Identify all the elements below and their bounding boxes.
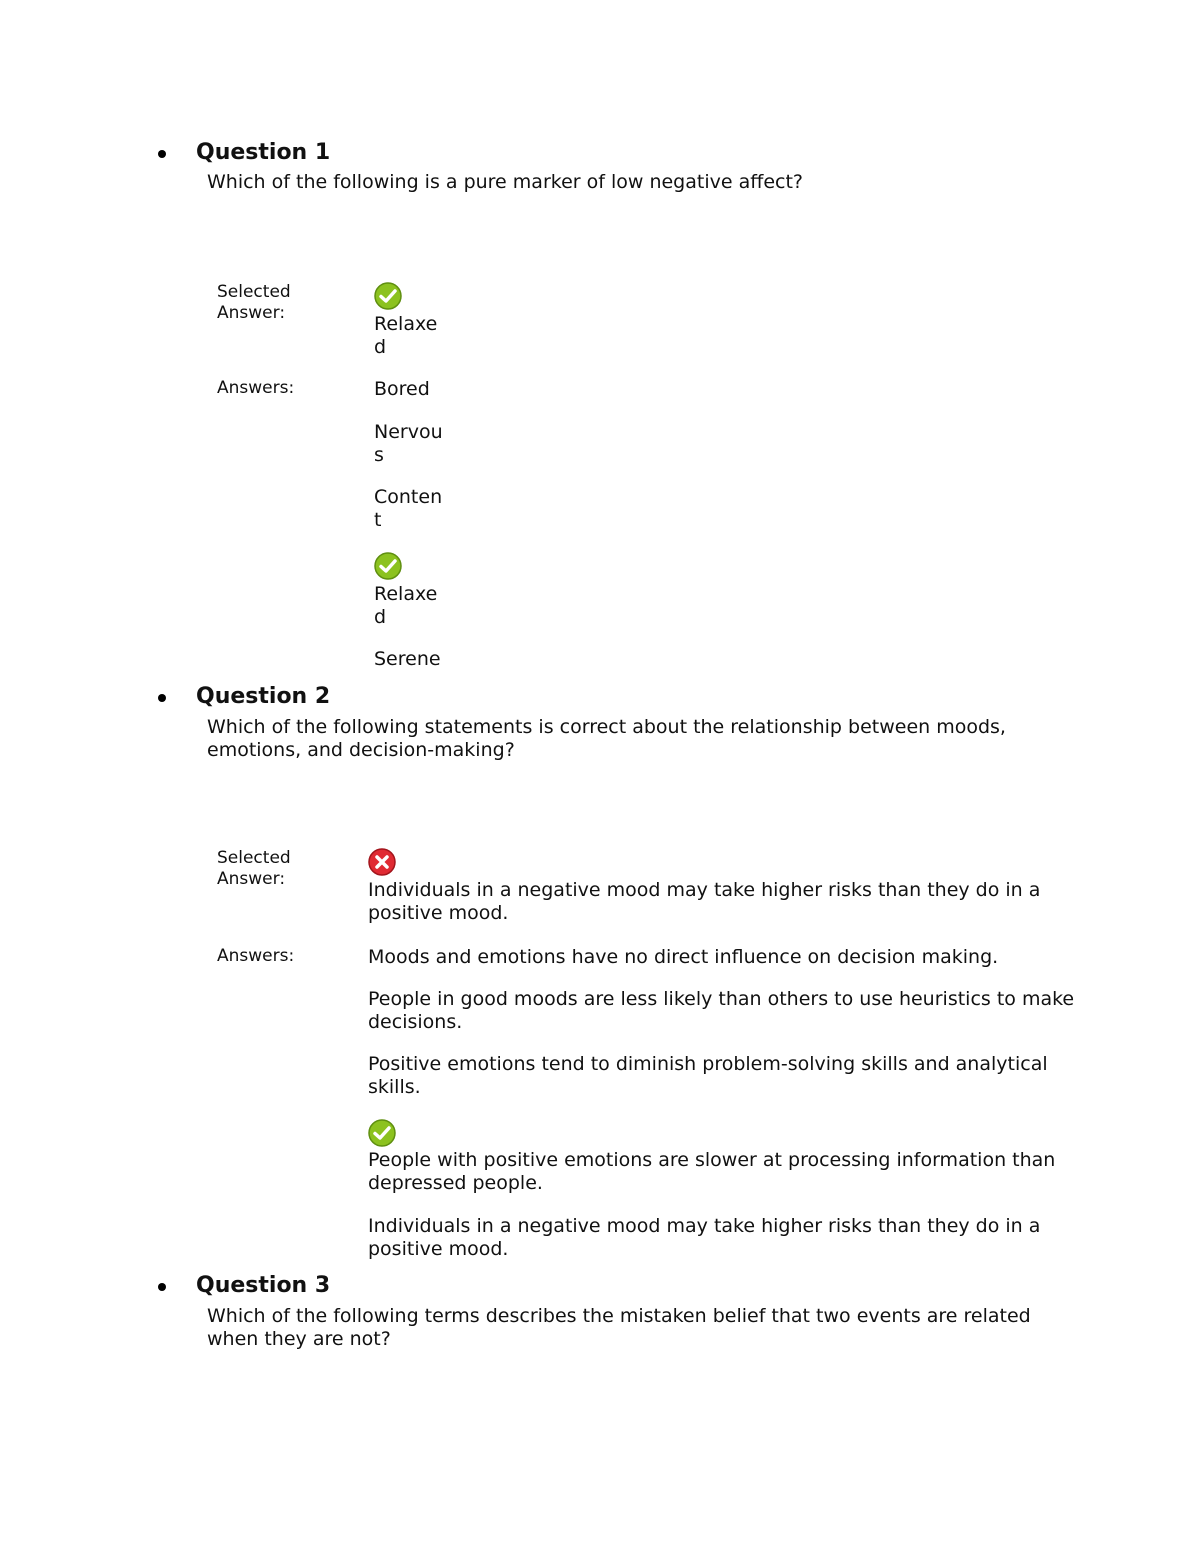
question-title: Question 3 xyxy=(196,1273,331,1298)
bullet xyxy=(158,1283,166,1291)
bullet xyxy=(158,150,166,158)
selected-answer: Relaxed xyxy=(374,313,438,358)
question-title: Question 1 xyxy=(196,140,331,165)
question-text: Which of the following statements is correct about the relationship between moods, emotions, and decision-making? xyxy=(207,716,1006,761)
check-circle-icon xyxy=(374,552,402,580)
selected-answer: Individuals in a negative mood may take higher risks than they do in a positive mood. xyxy=(368,879,1041,924)
bullet xyxy=(158,694,166,702)
x-circle-icon xyxy=(368,848,396,876)
answer-option: Bored xyxy=(374,378,430,400)
answer-option: Content xyxy=(374,486,443,531)
selected-answer-label: Selected Answer: xyxy=(217,848,291,889)
question-text: Which of the following terms describes the mistaken belief that two events are related when they are not? xyxy=(207,1305,1031,1350)
check-circle-icon xyxy=(374,282,402,310)
answer-option-correct: People with positive emotions are slower at processing information than depressed people. xyxy=(368,1149,1056,1194)
selected-answer-label: Selected Answer: xyxy=(217,282,291,323)
answers-label: Answers: xyxy=(217,946,295,966)
answer-option: Individuals in a negative mood may take higher risks than they do in a positive mood. xyxy=(368,1215,1041,1260)
question-text: Which of the following is a pure marker of low negative affect? xyxy=(207,171,803,193)
answer-option: People in good moods are less likely than others to use heuristics to make decisions. xyxy=(368,988,1075,1033)
answer-option-correct: Relaxed xyxy=(374,583,438,628)
answer-option: Serene xyxy=(374,648,441,670)
answer-option: Positive emotions tend to diminish problem-solving skills and analytical skills. xyxy=(368,1053,1048,1098)
check-circle-icon xyxy=(368,1119,396,1147)
answers-label: Answers: xyxy=(217,378,295,398)
answer-option: Moods and emotions have no direct influence on decision making. xyxy=(368,946,999,968)
question-title: Question 2 xyxy=(196,684,331,709)
answer-option: Nervous xyxy=(374,421,443,466)
